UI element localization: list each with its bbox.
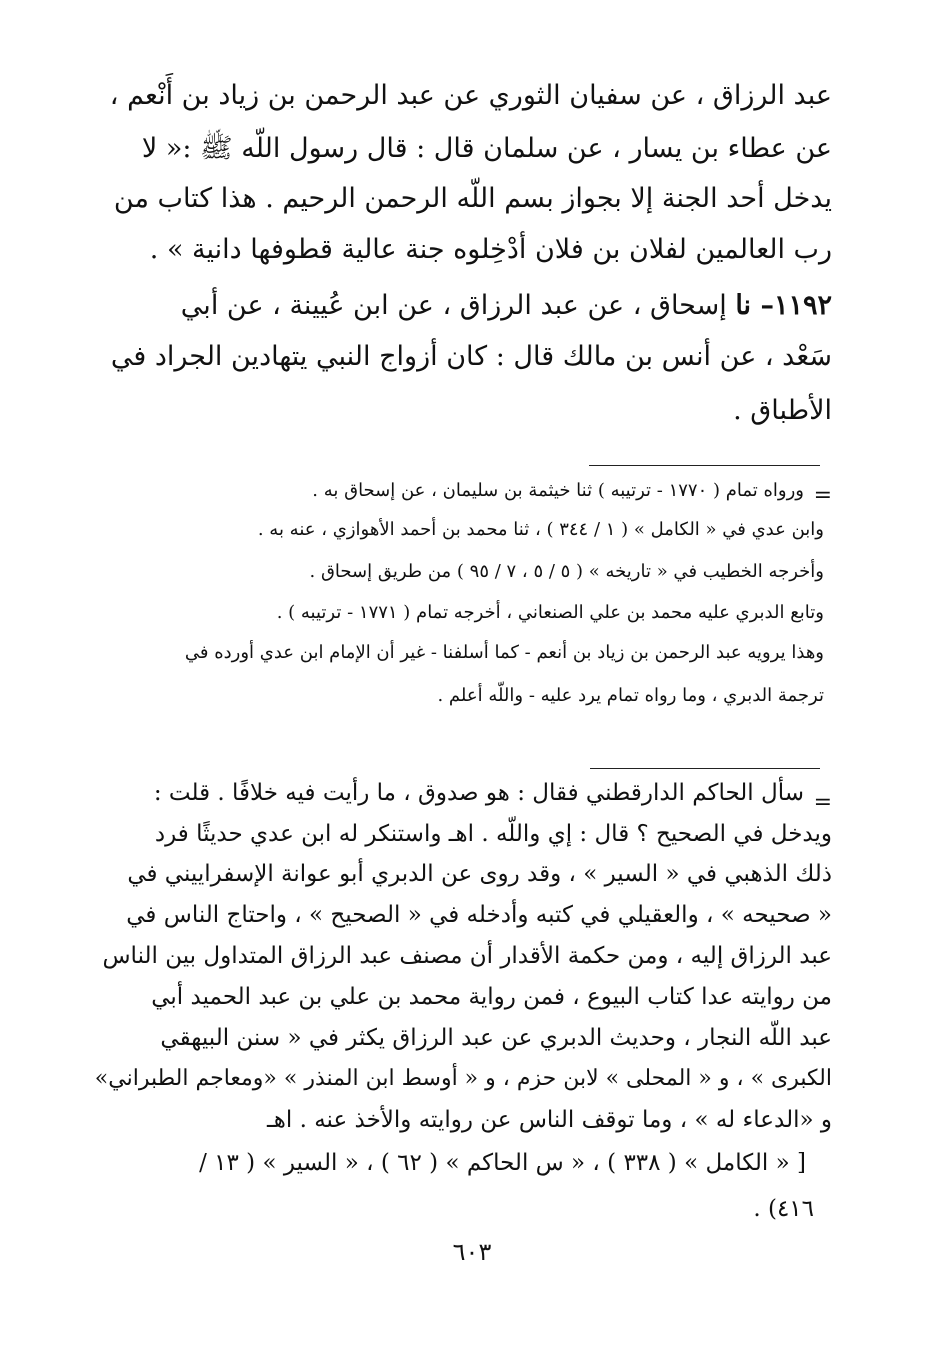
footnote-separator-1 [589, 465, 820, 466]
footnote-1-line-1: ورواه تمام ( ١٧٧٠ - ترتيبه ) ثنا خيثمة بن سليمان ، عن إسحاق به . [312, 480, 804, 501]
footnote-1-line-6: ترجمة الدبري ، وما رواه تمام يرد عليه - واللّه أعلم . [437, 685, 824, 706]
footnote-2-line-11: ٤١٦) . [753, 1196, 814, 1222]
main-text-line-3: يدخل أحد الجنة إلا بجواز بسم اللّه الرحمن الرحيم . هذا كتاب من [113, 183, 832, 214]
hadith-text-1: إسحاق ، عن عبد الرزاق ، عن ابن عُيينة ، عن أبي [180, 290, 727, 321]
footnote-1-marker: = [813, 483, 832, 508]
hadith-1192-line-2: سَعْد ، عن أنس بن مالك قال : كان أزواج النبي يتهادين الجراد في [110, 341, 832, 372]
footnote-1-line-4: وتابع الدبري عليه محمد بن علي الصنعاني ، أخرجه تمام ( ١٧٧١ - ترتيبه ) . [276, 602, 824, 623]
page-number: ٦٠٣ [452, 1238, 492, 1266]
footnote-2-marker: = [813, 790, 832, 815]
hadith-1192-line-3: الأطباق . [733, 395, 832, 426]
main-text-line-2: عن عطاء بن يسار ، عن سلمان قال : قال رسول اللّه ﷺ :« لا [141, 133, 832, 164]
footnote-2-line-3: ذلك الذهبي في « السير » ، وقد روى عن الدبري أبو عوانة الإسفراييني في [127, 861, 832, 887]
footnote-1-line-5: وهذا يرويه عبد الرحمن بن زياد بن أنعم - كما أسلفنا - غير أن الإمام ابن عدي أورده في [184, 642, 824, 663]
footnote-2-line-2: ويدخل في الصحيح ؟ قال : إي واللّه . اهـ واستنكر له ابن عدي حديثًا فرد [154, 821, 832, 847]
footnote-2-line-1: سأل الحاكم الدارقطني فقال : هو صدوق ، ما رأيت فيه خلافًا . قلت : [153, 780, 804, 806]
footnote-2-line-7: عبد اللّه النجار ، وحديث الدبري عن عبد الرزاق يكثر في « سنن البيهقي [160, 1025, 832, 1051]
main-text-line-4: رب العالمين لفلان بن فلان أدْخِلوه جنة عالية قطوفها دانية » . [149, 234, 832, 265]
hadith-number: ١١٩٢– نا [735, 290, 832, 321]
footnote-2-line-10: [ « الكامل » ( ٣٣٨ ) ، « س الحاكم » ( ٦٢ ) ، « السير » ( ١٣ / [199, 1150, 806, 1176]
footnote-2-line-8: الكبرى » ، و « المحلى » لابن حزم ، و « أوسط ابن المنذر » «ومعاجم الطبراني» [94, 1066, 832, 1091]
footnote-2-line-5: عبد الرزاق إليه ، ومن حكمة الأقدار أن مصنف عبد الرزاق المتداول بين الناس [102, 943, 832, 969]
footnote-2-line-9: و «الدعاء له » ، وما توقف الناس عن روايته والأخذ عنه . اهـ [267, 1107, 832, 1133]
footnote-2-line-6: من روايته عدا كتاب البيوع ، فمن رواية محمد بن علي بن عبد الحميد أبي [151, 984, 832, 1010]
footnote-separator-2 [590, 768, 820, 769]
main-text-line-1: عبد الرزاق ، عن سفيان الثوري عن عبد الرحمن بن زياد بن أَنْعم ، [109, 80, 832, 111]
footnote-2-line-4: « صحيحه » ، والعقيلي في كتبه وأدخله في « الصحيح » ، واحتاج الناس في [126, 902, 832, 928]
footnote-1-line-2: وابن عدي في « الكامل » ( ١ / ٣٤٤ ) ، ثنا محمد بن أحمد الأهوازي ، عنه به . [257, 519, 824, 540]
hadith-1192-line-1 [181, 290, 832, 321]
footnote-1-line-3: وأخرجه الخطيب في « تاريخه » ( ٥ / ٥ ، ٧ / ٩٥ ) من طريق إسحاق . [309, 561, 824, 582]
